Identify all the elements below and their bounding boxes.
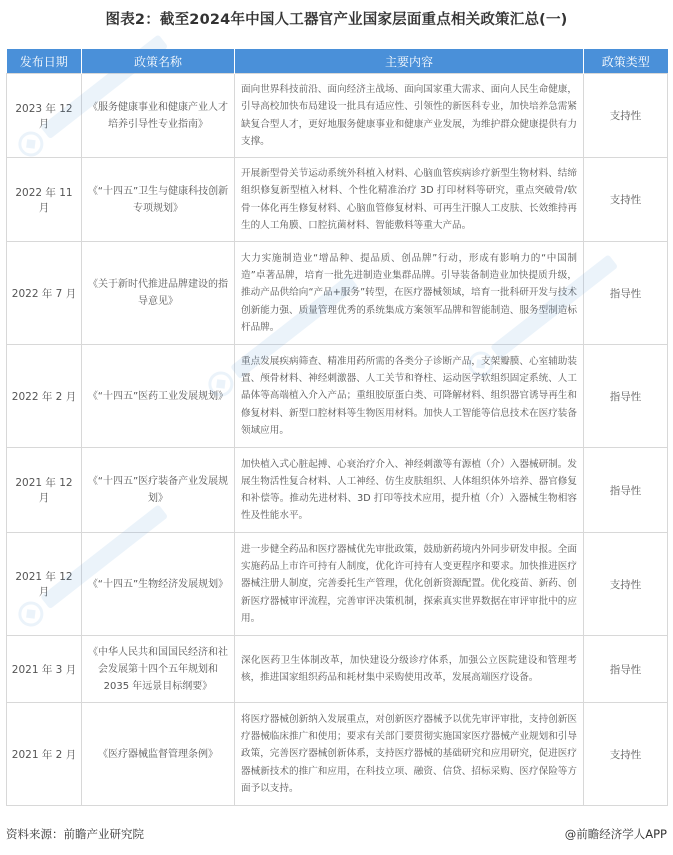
cell-policy-type: 支持性 <box>584 158 668 242</box>
cell-main-content: 深化医药卫生体制改革，加快建设分级诊疗体系，加强公立医院建设和管理考核，推进国家组织药品和耗材集中采购使用改革，发展高端医疗设备。 <box>235 636 584 703</box>
cell-date: 2021 年 12 月 <box>7 533 82 636</box>
cell-policy-type: 支持性 <box>584 533 668 636</box>
cell-main-content: 将医疗器械创新纳入发展重点，对创新医疗器械予以优先审评审批，支持创新医疗器械临床推广和使用；要求有关部门要贯彻实施国家医疗器械产业规划和引导政策，完善医疗器械创新体系，支持医疗器械的基础研究和应用研究，促进医疗器械新技术的推广和应用，在科技立项、融资、信贷、招标采购、医疗保险等方面予以支持。 <box>235 703 584 806</box>
cell-policy-type: 指导性 <box>584 636 668 703</box>
policy-table <box>6 49 668 806</box>
table-row <box>7 242 668 345</box>
cell-date: 2021 年 2 月 <box>7 703 82 806</box>
cell-date: 2023 年 12 月 <box>7 74 82 158</box>
header-main-content: 主要内容 <box>235 49 584 74</box>
cell-policy-name: 《“十四五”生物经济发展规划》 <box>82 533 235 636</box>
header-date: 发布日期 <box>7 49 82 74</box>
brand-tag: @前瞻经济学人APP <box>564 827 667 841</box>
cell-policy-name: 《医疗器械监督管理条例》 <box>82 703 235 806</box>
cell-date: 2021 年 12 月 <box>7 448 82 533</box>
cell-policy-name: 《中华人民共和国国民经济和社会发展第十四个五年规划和 2035 年远景目标纲要》 <box>82 636 235 703</box>
cell-policy-type: 支持性 <box>584 703 668 806</box>
table-row <box>7 533 668 636</box>
cell-date: 2022 年 11 月 <box>7 158 82 242</box>
cell-policy-type: 指导性 <box>584 345 668 448</box>
cell-policy-name: 《服务健康事业和健康产业人才培养引导性专业指南》 <box>82 74 235 158</box>
cell-main-content: 开展新型骨关节运动系统外科植入材料、心脑血管疾病诊疗新型生物材料、结缔组织修复新型植入材料、个性化精准治疗 3D 打印材料等研究，重点突破骨/软骨一体化再生修复材料、心脑血管修复材料、可再生汗腺人工皮肤、长效维持再生的人工角膜、口腔抗菌材料、智能敷料等重大产品。 <box>235 158 584 242</box>
table-row <box>7 448 668 533</box>
table-row <box>7 158 668 242</box>
table-row <box>7 703 668 806</box>
cell-date: 2021 年 3 月 <box>7 636 82 703</box>
page-title: 图表2：截至2024年中国人工器官产业国家层面重点相关政策汇总(一) <box>105 12 568 28</box>
cell-policy-name: 《关于新时代推进品牌建设的指导意见》 <box>82 242 235 345</box>
header-policy-name: 政策名称 <box>82 49 235 74</box>
source-note: 资料来源：前瞻产业研究院 <box>6 827 144 841</box>
cell-main-content: 加快植入式心脏起搏、心衰治疗介入、神经刺激等有源植（介）入器械研制。发展生物活性复合材料、人工神经、仿生皮肤组织、人体组织体外培养、器官修复和补偿等。推动先进材料、3D 打印等技术应用，提升植（介）入器械生物相容性及性能水平。 <box>235 448 584 533</box>
table-row <box>7 345 668 448</box>
cell-policy-name: 《“十四五”医疗装备产业发展规划》 <box>82 448 235 533</box>
cell-policy-type: 指导性 <box>584 242 668 345</box>
cell-policy-type: 支持性 <box>584 74 668 158</box>
cell-main-content: 大力实施制造业“增品种、提品质、创品牌”行动，形成有影响力的“中国制造”卓著品牌，培育一批先进制造业集群品牌。引导装备制造业加快提质升级，推动产品供给向“产品+服务”转型，在医疗器械领域，培育一批科研开发与技术创新能力强、质量管理优秀的系统集成方案领军品牌和智能制造、服务型制造标杆品牌。 <box>235 242 584 345</box>
cell-main-content: 进一步健全药品和医疗器械优先审批政策，鼓励新药境内外同步研发申报。全面实施药品上市许可持有人制度，优化许可持有人变更程序和要求。加快推进医疗器械注册人制度，完善委托生产管理，优化创新资源配置。优化疫苗、新药、创新医疗器械审评流程，完善审评决策机制，探索真实世界数据在审评审批中的应用。 <box>235 533 584 636</box>
cell-policy-type: 指导性 <box>584 448 668 533</box>
cell-main-content: 重点发展疾病筛查、精准用药所需的各类分子诊断产品，支架瓣膜、心室辅助装置、颅骨材料、神经刺激器、人工关节和脊柱、运动医学软组织固定系统、人工晶体等高端植入介入产品；重组胶原蛋白类、可降解材料、组织器官诱导再生和修复材料、新型口腔材料等生物医用材料。加快人工智能等信息技术在医疗装备领域应用。 <box>235 345 584 448</box>
table-row <box>7 636 668 703</box>
cell-date: 2022 年 7 月 <box>7 242 82 345</box>
table-row <box>7 74 668 158</box>
cell-date: 2022 年 2 月 <box>7 345 82 448</box>
table-header-row <box>7 49 668 74</box>
cell-policy-name: 《“十四五”医药工业发展规划》 <box>82 345 235 448</box>
cell-main-content: 面向世界科技前沿、面向经济主战场、面向国家重大需求、面向人民生命健康，引导高校加快布局建设一批具有适应性、引领性的新医科专业，加快培养急需紧缺复合型人才，更好地服务健康事业和健康产业发展，为维护群众健康提供有力支撑。 <box>235 74 584 158</box>
header-policy-type: 政策类型 <box>584 49 668 74</box>
cell-policy-name: 《“十四五”卫生与健康科技创新专项规划》 <box>82 158 235 242</box>
